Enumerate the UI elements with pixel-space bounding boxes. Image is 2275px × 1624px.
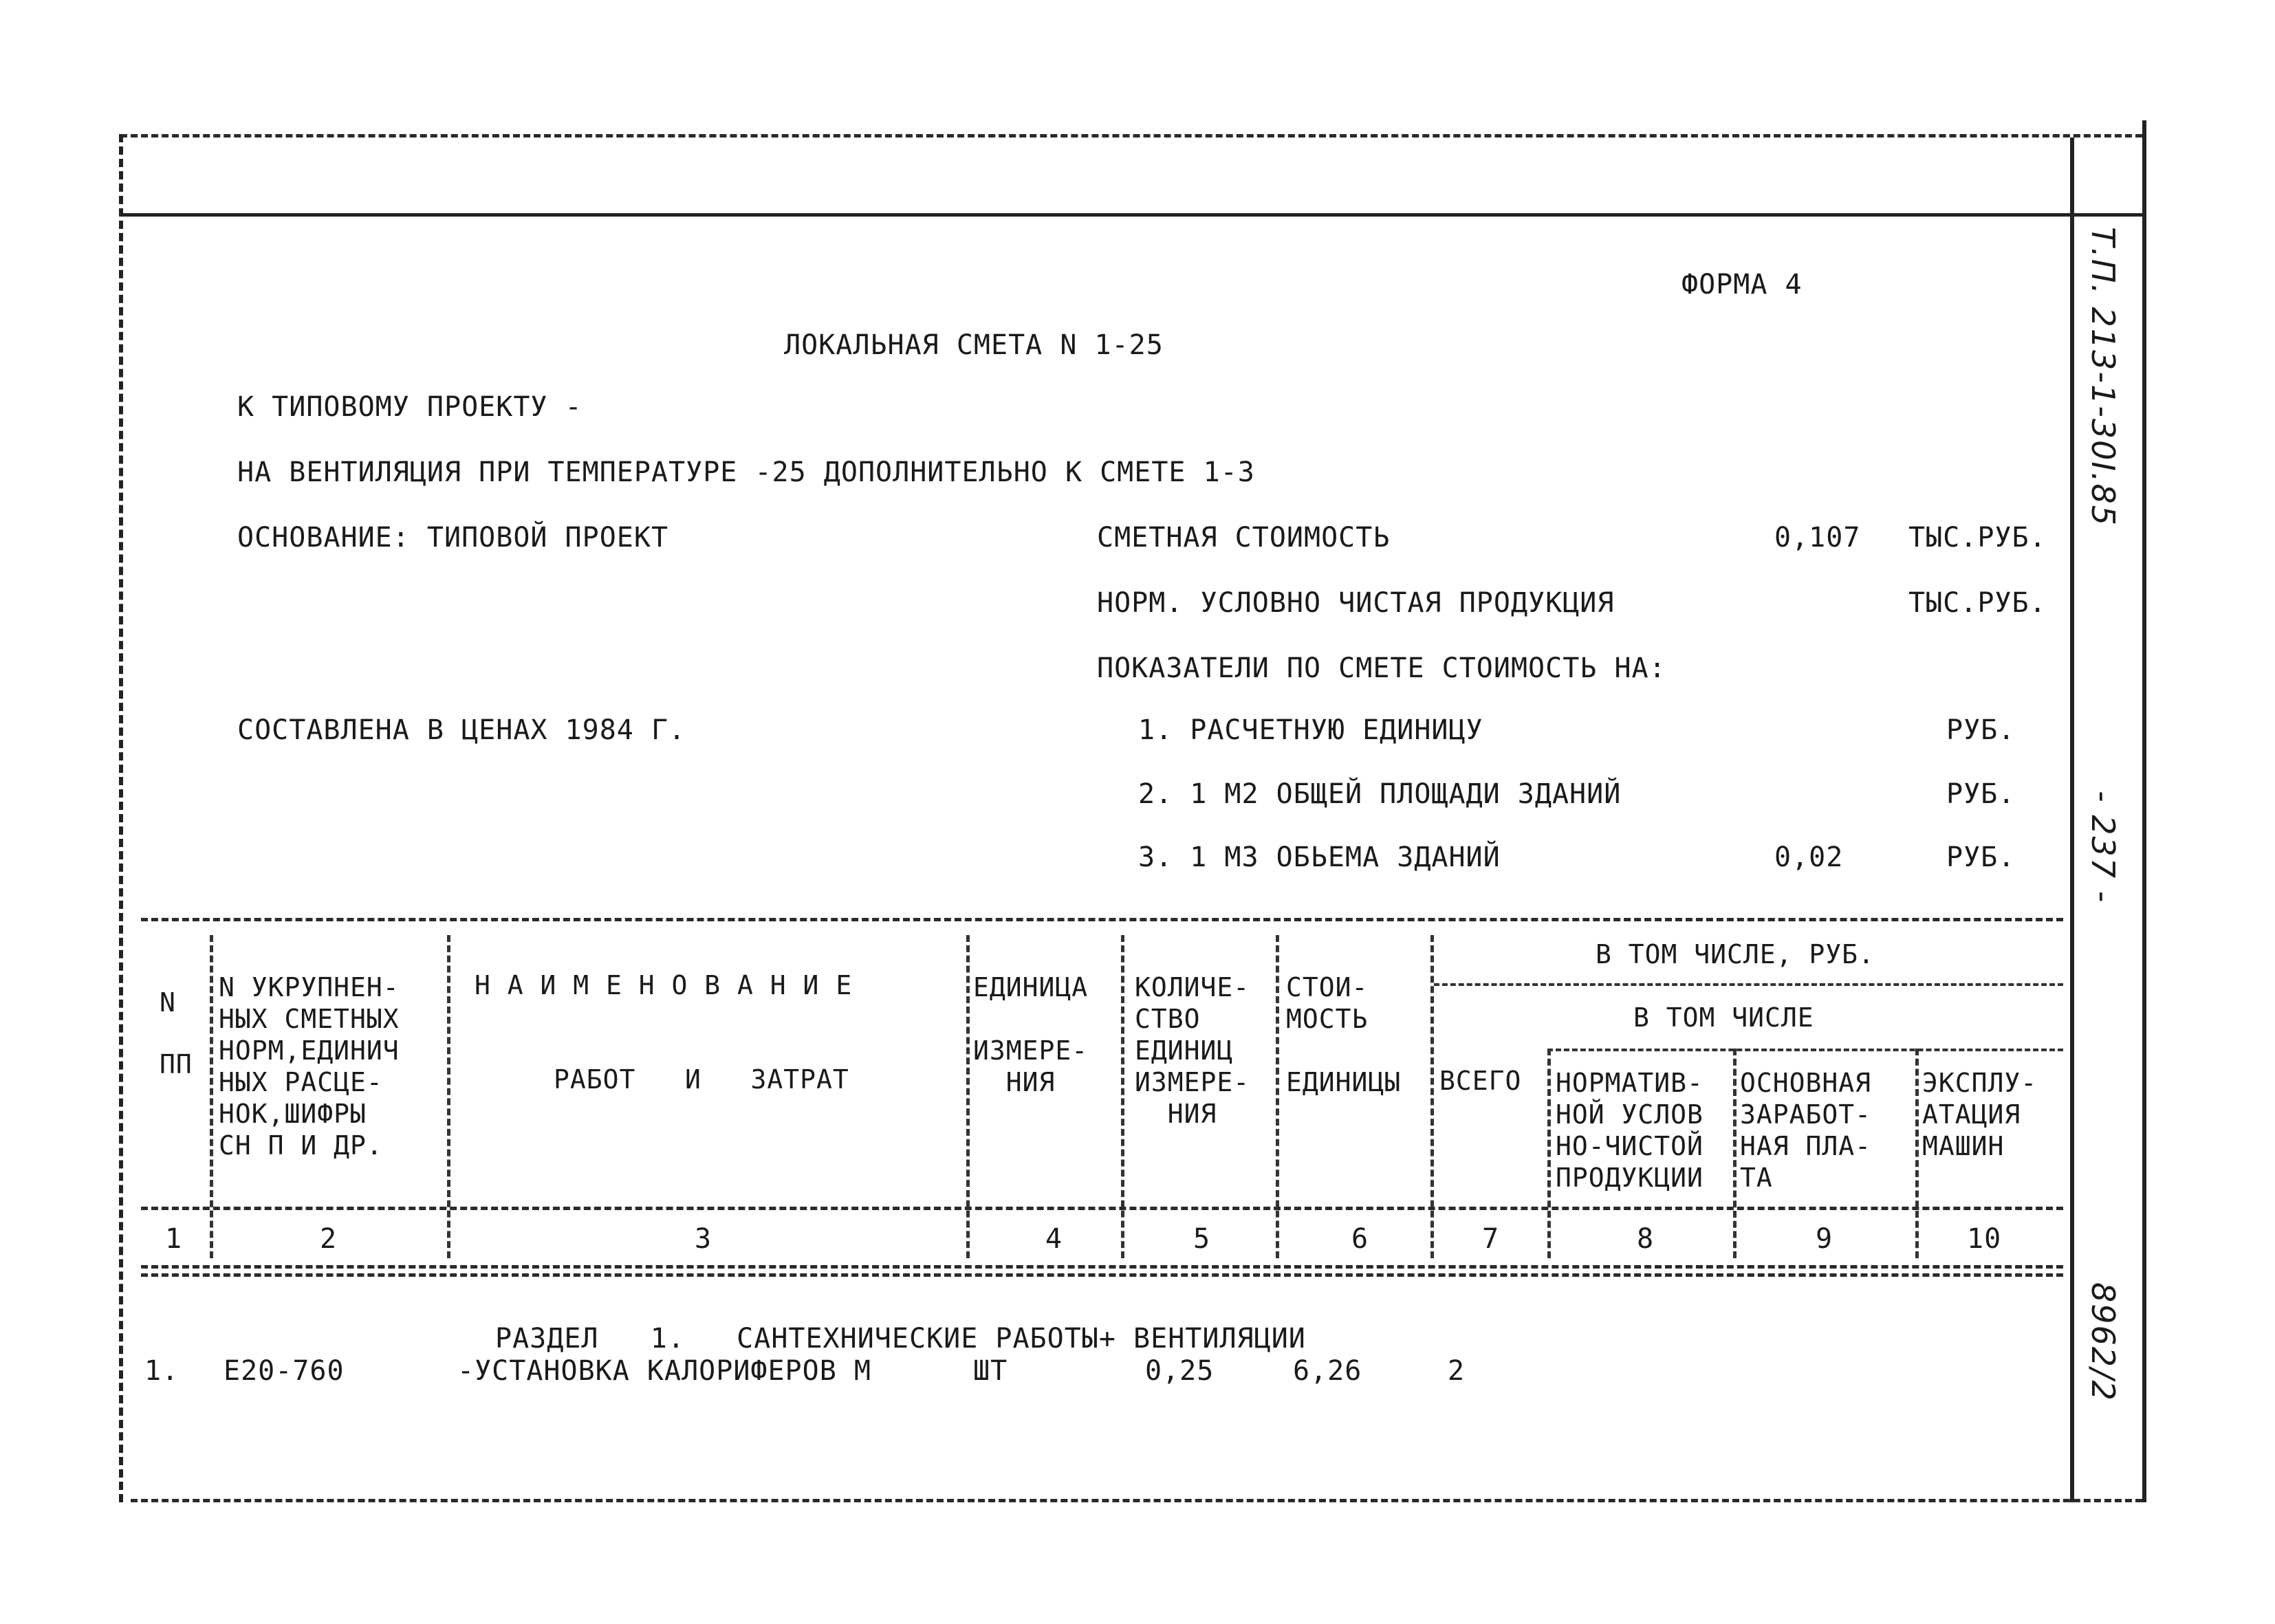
colnum-1: 1 (165, 1223, 183, 1255)
right-border-outer (2142, 120, 2146, 1502)
subject-line: НА ВЕНТИЛЯЦИЯ ПРИ ТЕМПЕРАТУРЕ -25 ДОПОЛНИТЕЛЬНО К СМЕТЕ 1-3 (237, 457, 1255, 488)
header-col-2: N УКРУПНЕН- НЫХ СМЕТНЫХ НОРМ,ЕДИНИЧ НЫХ РАСЦЕ- НОК,ШИФРЫ СН П И ДР. (219, 972, 400, 1161)
colnum-6: 6 (1351, 1223, 1369, 1255)
header-col-8: НОРМАТИВ- НОЙ УСЛОВ НО-ЧИСТОЙ ПРОДУКЦИИ (1556, 1068, 1703, 1193)
indicator-3-label: 3. 1 М3 ОБЬЕМА ЗДАНИЙ (1138, 842, 1501, 873)
header-col-5: КОЛИЧЕ- СТВО ЕДИНИЦ ИЗМЕРЕ- НИЯ (1135, 972, 1250, 1129)
npp-label: НОРМ. УСЛОВНО ЧИСТАЯ ПРОДУКЦИЯ (1097, 587, 1615, 619)
side-page-number: - 237 - (2084, 791, 2122, 904)
right-border-inner (2070, 138, 2074, 1502)
section-title: РАЗДЕЛ 1. САНТЕХНИЧЕСКИЕ РАБОТЫ+ ВЕНТИЛЯЦИИ (495, 1323, 1306, 1354)
header-col-1: N ПП (160, 987, 193, 1079)
col-sep-8 (1733, 1049, 1737, 1258)
document-title: ЛОКАЛЬНАЯ СМЕТА N 1-25 (784, 329, 1164, 361)
npp-unit: ТЫС.РУБ. (1908, 587, 2047, 619)
colnum-2: 2 (320, 1223, 338, 1255)
side-project-code: Т.П. 213-1-30І.85 (2084, 227, 2122, 527)
header-bottom-line (141, 1207, 2063, 1210)
cost-label: СМЕТНАЯ СТОИМОСТЬ (1097, 522, 1391, 553)
col-sep-1 (210, 935, 213, 1258)
colnum-bottom-line (141, 1265, 2063, 1269)
row-total: 2 (1448, 1355, 1466, 1387)
indicators-label: ПОКАЗАТЕЛИ ПО СМЕТЕ СТОИМОСТЬ НА: (1097, 652, 1666, 684)
col-sep-2 (447, 935, 450, 1258)
header-col-6: СТОИ- МОСТЬ ЕДИНИЦЫ (1286, 972, 1402, 1097)
header-col-3-bottom: РАБОТ И ЗАТРАТ (554, 1064, 849, 1095)
row-unit: ШТ (973, 1355, 1008, 1387)
indicator-3-value: 0,02 (1774, 842, 1844, 873)
colnum-7: 7 (1482, 1223, 1500, 1255)
top-border (120, 134, 2142, 138)
colnum-bottom-line-2 (141, 1273, 2063, 1277)
form-label: ФОРМА 4 (1681, 269, 1803, 300)
table-top-line (141, 918, 2063, 921)
basis-line: ОСНОВАНИЕ: ТИПОВОЙ ПРОЕКТ (237, 522, 669, 553)
row-number: 1. (144, 1355, 179, 1387)
colnum-10: 10 (1967, 1223, 2002, 1255)
header-sub-group: В ТОМ ЧИСЛЕ (1633, 1002, 1814, 1033)
compiled-line: СОСТАВЛЕНА В ЦЕНАХ 1984 Г. (237, 714, 686, 746)
col-sep-5 (1276, 935, 1279, 1258)
indicator-2-unit: РУБ. (1946, 778, 2016, 810)
indicator-2-label: 2. 1 М2 ОБЩЕЙ ПЛОЩАДИ ЗДАНИЙ (1138, 778, 1622, 810)
row-price: 6,26 (1293, 1355, 1362, 1387)
colnum-3: 3 (695, 1223, 712, 1255)
header-col-9: ОСНОВНАЯ ЗАРАБОТ- НАЯ ПЛА- ТА (1740, 1068, 1872, 1193)
indicator-1-unit: РУБ. (1946, 714, 2016, 746)
cost-value: 0,107 (1774, 522, 1861, 553)
group-header-line (1434, 983, 2063, 986)
col-sep-6 (1430, 935, 1434, 1258)
side-sheet-number: 8962/2 (2084, 1282, 2122, 1402)
header-col-4: ЕДИНИЦА ИЗМЕРЕ- НИЯ (973, 972, 1089, 1097)
indicator-3-unit: РУБ. (1946, 842, 2016, 873)
header-col-10: ЭКСПЛУ- АТАЦИЯ МАШИН (1922, 1068, 2038, 1161)
colnum-8: 8 (1637, 1223, 1655, 1255)
subgroup-header-line (1547, 1049, 2063, 1051)
row-name: -УСТАНОВКА КАЛОРИФЕРОВ М (457, 1355, 871, 1387)
colnum-4: 4 (1045, 1223, 1063, 1255)
col-sep-3 (966, 935, 970, 1258)
colnum-9: 9 (1816, 1223, 1833, 1255)
row-qty: 0,25 (1145, 1355, 1215, 1387)
project-line: К ТИПОВОМУ ПРОЕКТУ - (237, 391, 583, 423)
header-top-group: В ТОМ ЧИСЛЕ, РУБ. (1596, 939, 1875, 969)
header-col-3-top: Н А И М Е Н О В А Н И Е (475, 970, 853, 1000)
row-code: Е20-760 (224, 1355, 345, 1387)
header-strip-line (120, 213, 2146, 217)
bottom-border (131, 1499, 2142, 1502)
indicator-1-label: 1. РАСЧЕТНУЮ ЕДИНИЦУ (1138, 714, 1483, 746)
header-col-7: ВСЕГО (1439, 1066, 1522, 1096)
col-sep-4 (1121, 935, 1124, 1258)
cost-unit: ТЫС.РУБ. (1908, 522, 2047, 553)
col-sep-9 (1915, 1049, 1919, 1258)
left-border (119, 134, 123, 1502)
colnum-5: 5 (1193, 1223, 1211, 1255)
col-sep-7 (1547, 1049, 1551, 1258)
